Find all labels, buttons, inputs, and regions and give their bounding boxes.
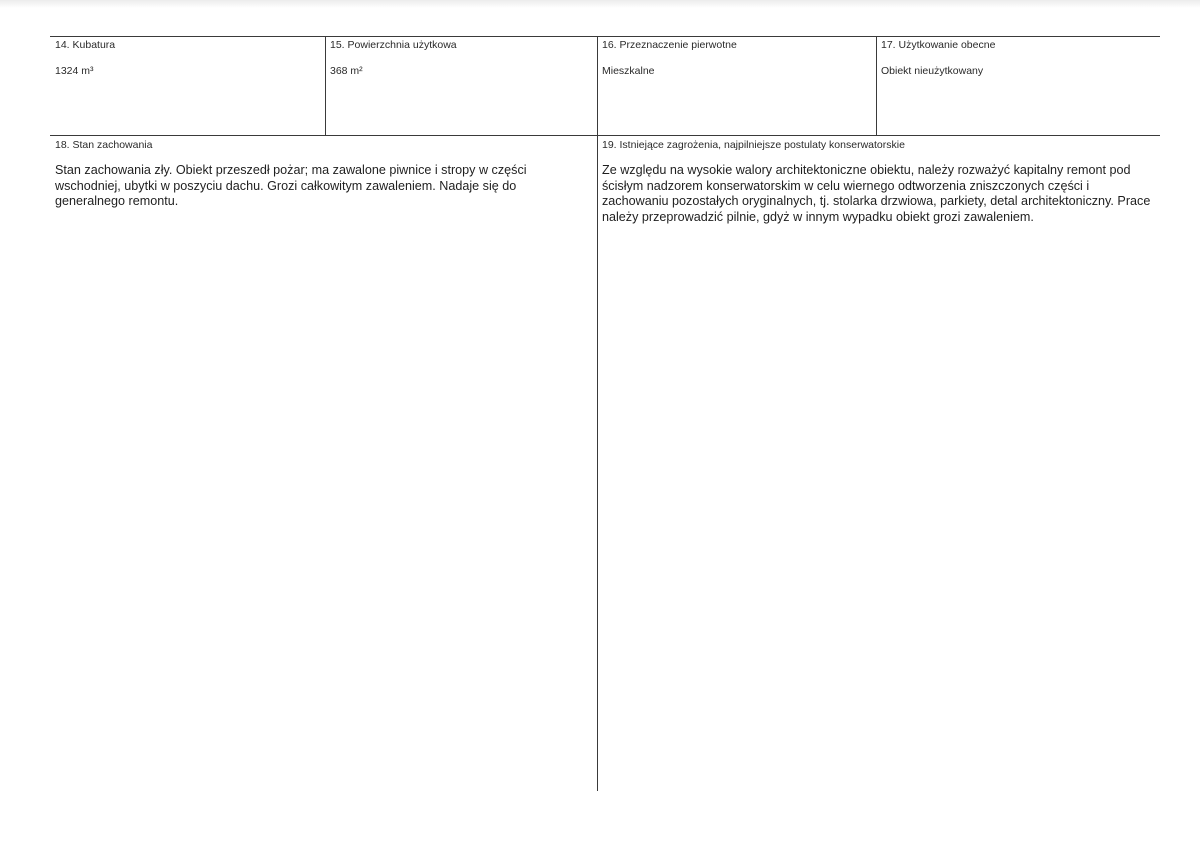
scan-edge-shadow [0, 0, 1200, 8]
field-16-label: 16. Przeznaczenie pierwotne [602, 39, 737, 51]
field-17-label: 17. Użytkowanie obecne [881, 39, 996, 51]
field-19-value: Ze względu na wysokie walory architektoniczne obiektu, należy rozważyć kapitalny remont pod ścisłym nadzorem konserwatorskim w celu wiernego odtworzenia zniszczonych części i zachowaniu pozostałych oryginalnych, tj. stolarka drzwiowa, parkiety, detal architektoniczny. Prace należy przeprowadzić pilnie, gdyż w innym wypadku obiekt grozi zawaleniem. [602, 163, 1151, 224]
field-19-label: 19. Istniejące zagrożenia, najpilniejsze postulaty konserwatorskie [602, 139, 905, 151]
field-15-value: 368 m² [330, 65, 363, 77]
field-18-label: 18. Stan zachowania [55, 139, 153, 151]
divider-15-16 [597, 36, 598, 135]
field-18-value: Stan zachowania zły. Obiekt przeszedł pożar; ma zawalone piwnice i stropy w części wschodniej, ubytki w poszyciu dachu. Grozi całkowitym zawaleniem. Nadaje się do generalnego remontu. [55, 163, 527, 208]
divider-14-15 [325, 36, 326, 135]
rule-middle [50, 135, 1160, 136]
field-15-label: 15. Powierzchnia użytkowa [330, 39, 457, 51]
divider-18-19 [597, 135, 598, 791]
field-14-value: 1324 m³ [55, 65, 94, 77]
divider-16-17 [876, 36, 877, 135]
field-14-label: 14. Kubatura [55, 39, 116, 51]
field-16-value: Mieszkalne [602, 65, 655, 77]
monument-record-form [50, 36, 1160, 792]
field-17-value: Obiekt nieużytkowany [881, 65, 984, 77]
rule-top [50, 36, 1160, 37]
